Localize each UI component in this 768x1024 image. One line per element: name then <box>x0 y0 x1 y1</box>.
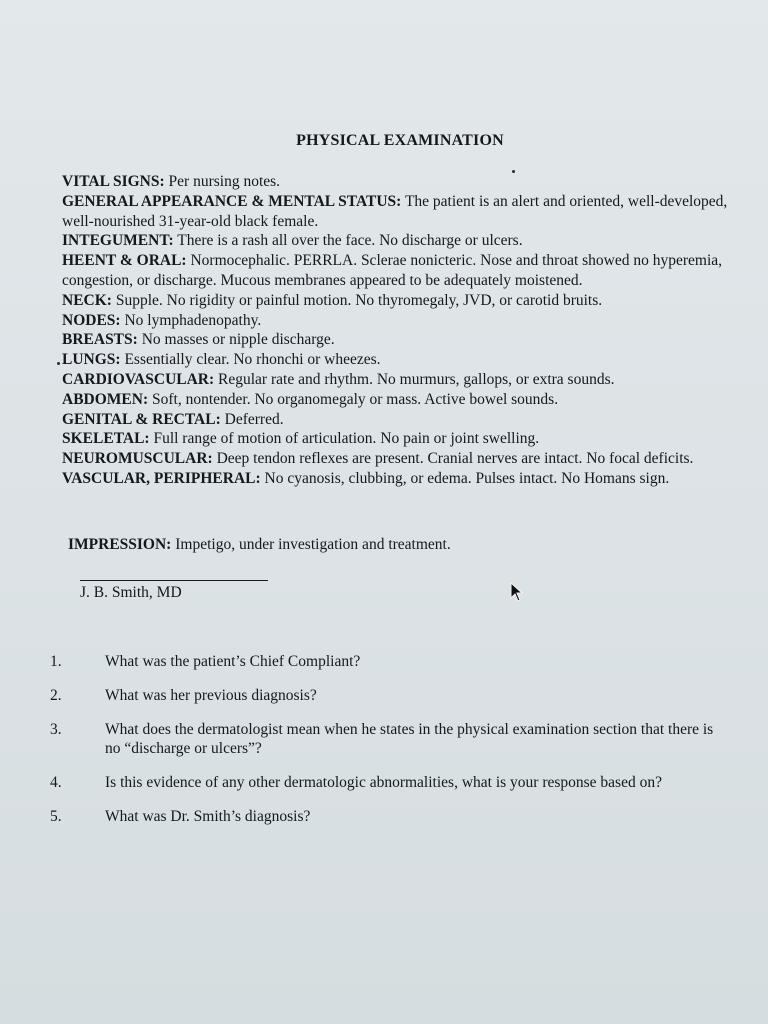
section-text: Soft, nontender. No organomegaly or mass. Active bowel sounds. <box>151 390 559 408</box>
section-vascular-peripheral <box>62 469 742 489</box>
section-nodes <box>62 311 742 331</box>
section-label: LUNGS: <box>62 351 121 369</box>
question-number: 4. <box>50 774 62 791</box>
stray-mark <box>512 170 515 173</box>
section-integument <box>62 231 742 251</box>
section-label: ABDOMEN: <box>62 390 149 408</box>
section-label: INTEGUMENT: <box>62 232 174 250</box>
section-abdomen <box>62 390 742 410</box>
section-label: CARDIOVASCULAR: <box>62 370 215 388</box>
section-text: Normocephalic. PERRLA. Sclerae nonicteric. Nose and throat showed no hyperemia, congestion, or discharge. Mucous membranes appeared to be adequately moistened. <box>62 252 723 289</box>
section-breasts <box>62 330 742 350</box>
section-text: No lymphadenopathy. <box>124 311 262 329</box>
section-text: There is a rash all over the face. No discharge or ulcers. <box>177 232 523 250</box>
section-text: The patient is an alert and oriented, well-developed, well-nourished 31-year-old black female. <box>62 192 728 230</box>
question-text: What does the dermatologist mean when he states in the physical examination section that there is no “discharge or ulcers”? <box>105 721 714 757</box>
list-item <box>50 686 730 705</box>
section-text: No cyanosis, clubbing, or edema. Pulses intact. No Homans sign. <box>264 469 670 487</box>
question-number: 3. <box>50 721 62 738</box>
question-text: What was the patient’s Chief Compliant? <box>105 653 361 670</box>
section-cardiovascular <box>62 370 742 390</box>
section-text: Supple. No rigidity or painful motion. No thyromegaly, JVD, or carotid bruits. <box>115 291 603 309</box>
question-text: What was her previous diagnosis? <box>105 687 317 704</box>
section-label: HEENT & ORAL: <box>62 252 187 270</box>
section-text: Regular rate and rhythm. No murmurs, gallops, or extra sounds. <box>218 370 615 388</box>
section-label: GENITAL & RECTAL: <box>62 410 221 428</box>
signature-line <box>80 580 268 581</box>
section-vital-signs <box>62 172 742 192</box>
question-text: What was Dr. Smith’s diagnosis? <box>105 808 311 825</box>
question-text: Is this evidence of any other dermatologic abnormalities, what is your response based on? <box>105 774 662 791</box>
section-text: Full range of motion of articulation. No pain or joint swelling. <box>153 430 540 448</box>
list-item <box>50 652 730 671</box>
section-neuromuscular <box>62 449 742 469</box>
section-label: NODES: <box>62 311 121 329</box>
question-number: 5. <box>50 808 62 825</box>
document-title: PHYSICAL EXAMINATION <box>296 132 504 149</box>
question-number: 1. <box>50 653 62 670</box>
section-text: Deep tendon reflexes are present. Cranial nerves are intact. No focal deficits. <box>216 450 694 468</box>
section-label: BREASTS: <box>62 331 138 349</box>
list-item <box>50 773 730 792</box>
question-list <box>50 652 730 841</box>
impression-text: Impetigo, under investigation and treatment. <box>175 536 451 553</box>
section-general-appearance <box>62 192 742 232</box>
impression-label: IMPRESSION: <box>68 536 172 553</box>
section-text: Per nursing notes. <box>168 173 281 190</box>
section-label: VASCULAR, PERIPHERAL: <box>62 469 261 487</box>
impression <box>68 536 708 554</box>
section-label: SKELETAL: <box>62 430 150 448</box>
section-label: VITAL SIGNS: <box>62 173 165 190</box>
section-heent-oral <box>62 251 742 291</box>
stray-mark <box>57 362 60 365</box>
question-number: 2. <box>50 687 62 704</box>
section-label: NEUROMUSCULAR: <box>62 450 213 468</box>
section-genital-rectal <box>62 410 742 430</box>
section-lungs <box>62 350 742 370</box>
section-skeletal <box>62 429 742 449</box>
section-text: No masses or nipple discharge. <box>141 331 335 349</box>
list-item <box>50 807 730 826</box>
signature: J. B. Smith, MD <box>80 584 182 601</box>
section-text: Deferred. <box>224 410 284 428</box>
mouse-pointer-icon <box>510 582 524 602</box>
section-text: Essentially clear. No rhonchi or wheezes. <box>124 351 381 369</box>
exam-sections <box>62 172 742 489</box>
list-item <box>50 720 730 758</box>
section-neck <box>62 291 742 311</box>
section-label: NECK: <box>62 291 112 309</box>
section-label: GENERAL APPEARANCE & MENTAL STATUS: <box>62 192 402 210</box>
